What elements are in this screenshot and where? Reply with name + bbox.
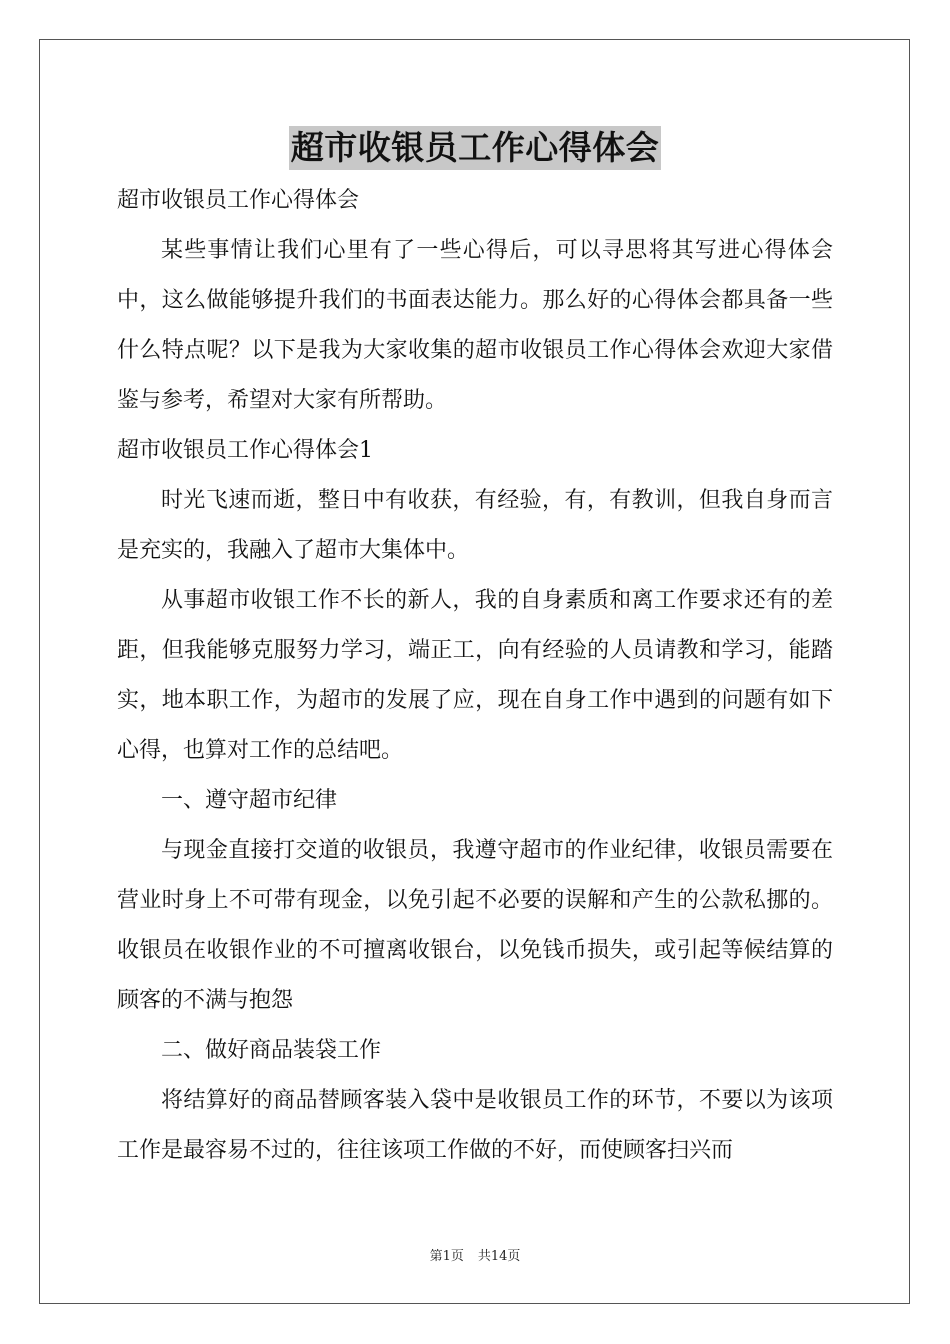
page-number: 第1页 <box>429 1249 464 1264</box>
document-title: 超市收银员工作心得体会 <box>289 126 662 170</box>
intro-paragraph: 某些事情让我们心里有了一些心得后，可以寻思将其写进心得体会中，这么做能够提升我们的书面表达能力。那么好的心得体会都具备一些什么特点呢？以下是我为大家收集的超市收银员工作心得体会欢迎大家借鉴与参考，希望对大家有所帮助。 <box>117 238 833 413</box>
point-2-paragraph: 将结算好的商品替顾客装入袋中是收银员工作的环节，不要以为该项工作是最容易不过的，往往该项工作做的不好，而使顾客扫兴而 <box>117 1088 833 1163</box>
section-heading: 超市收银员工作心得体会1 <box>117 438 373 463</box>
page-total: 共14页 <box>477 1249 521 1264</box>
page-footer <box>0 1245 950 1264</box>
paragraph-2: 从事超市收银工作不长的新人，我的自身素质和离工作要求还有的差距，但我能够克服努力学习，端正工，向有经验的人员请教和学习，能踏实，地本职工作，为超市的发展了应，现在自身工作中遇到的问题有如下心得，也算对工作的总结吧。 <box>117 588 833 763</box>
point-1-paragraph: 与现金直接打交道的收银员，我遵守超市的作业纪律，收银员需要在营业时身上不可带有现金，以免引起不必要的误解和产生的公款私挪的。收银员在收银作业的不可擅离收银台，以免钱币损失，或引起等候结算的顾客的不满与抱怨 <box>117 838 833 1013</box>
point-1-heading: 一、遵守超市纪律 <box>161 788 338 813</box>
document-subtitle: 超市收银员工作心得体会 <box>117 188 360 213</box>
paragraph-1: 时光飞速而逝，整日中有收获，有经验，有，有教训，但我自身而言是充实的，我融入了超市大集体中。 <box>117 488 833 563</box>
title-area <box>0 126 950 170</box>
document-body <box>117 176 833 1176</box>
point-2-heading: 二、做好商品装袋工作 <box>161 1038 382 1063</box>
